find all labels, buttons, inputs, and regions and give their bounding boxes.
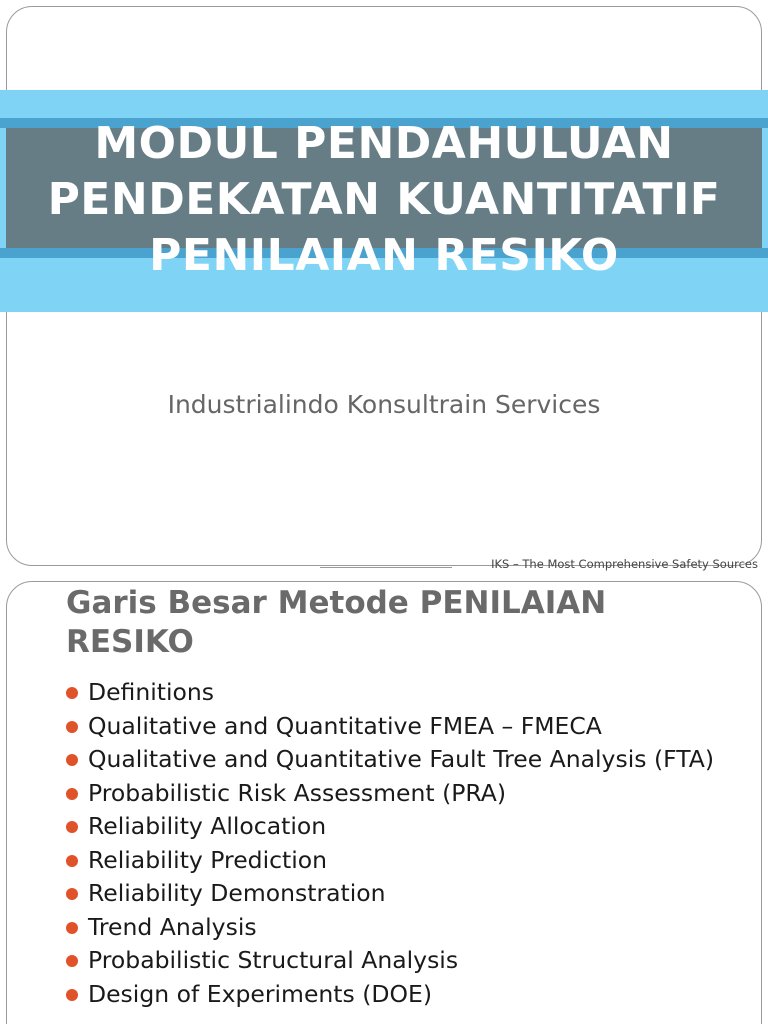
- list-item: [66, 779, 726, 807]
- bullet-icon: [66, 922, 78, 934]
- list-item: [66, 846, 726, 874]
- list-item-text: Reliability Allocation: [88, 812, 327, 840]
- bullet-icon: [66, 821, 78, 833]
- bullet-icon: [66, 788, 78, 800]
- outline-title: Garis Besar Metode PENILAIAN RESIKO: [66, 585, 607, 660]
- slide-footer: IKS – The Most Comprehensive Safety Sources: [491, 557, 758, 571]
- list-item-text: Reliability Prediction: [88, 845, 328, 874]
- list-item-text: Probabilistic Structural Analysis: [88, 946, 459, 974]
- list-item-text: Definitions: [88, 678, 215, 706]
- list-item: [66, 812, 726, 840]
- list-item: [66, 745, 726, 773]
- list-item: [66, 712, 726, 740]
- list-item: [66, 879, 726, 907]
- list-item-text: Probabilistic Risk Assessment (PRA): [88, 778, 507, 807]
- slide-title-line: MODUL PENDAHULUAN: [94, 118, 674, 169]
- bullet-icon: [66, 754, 78, 766]
- list-item-text: Reliability Demonstration: [88, 879, 386, 907]
- slide-title: [0, 116, 768, 284]
- bullet-icon: [66, 955, 78, 967]
- list-item: [66, 678, 726, 706]
- slide-title-line: PENILAIAN RESIKO: [149, 230, 619, 281]
- slide-title-line: PENDEKATAN KUANTITATIF: [47, 174, 721, 225]
- bullet-icon: [66, 687, 78, 699]
- slide-subtitle: Industrialindo Konsultrain Services: [167, 390, 601, 419]
- bullet-icon: [66, 888, 78, 900]
- list-item: [66, 946, 726, 974]
- list-item: [66, 913, 726, 941]
- footer-divider: [320, 567, 452, 568]
- outline-list: [66, 678, 726, 1013]
- bullet-icon: [66, 989, 78, 1001]
- list-item-text: Qualitative and Quantitative Fault Tree Analysis (FTA): [88, 745, 714, 773]
- bullet-icon: [66, 721, 78, 733]
- bullet-icon: [66, 855, 78, 867]
- list-item-text: Design of Experiments (DOE): [88, 979, 432, 1008]
- list-item-text: Trend Analysis: [88, 912, 257, 941]
- list-item: [66, 980, 726, 1008]
- list-item-text: Qualitative and Quantitative FMEA – FMECA: [88, 711, 602, 740]
